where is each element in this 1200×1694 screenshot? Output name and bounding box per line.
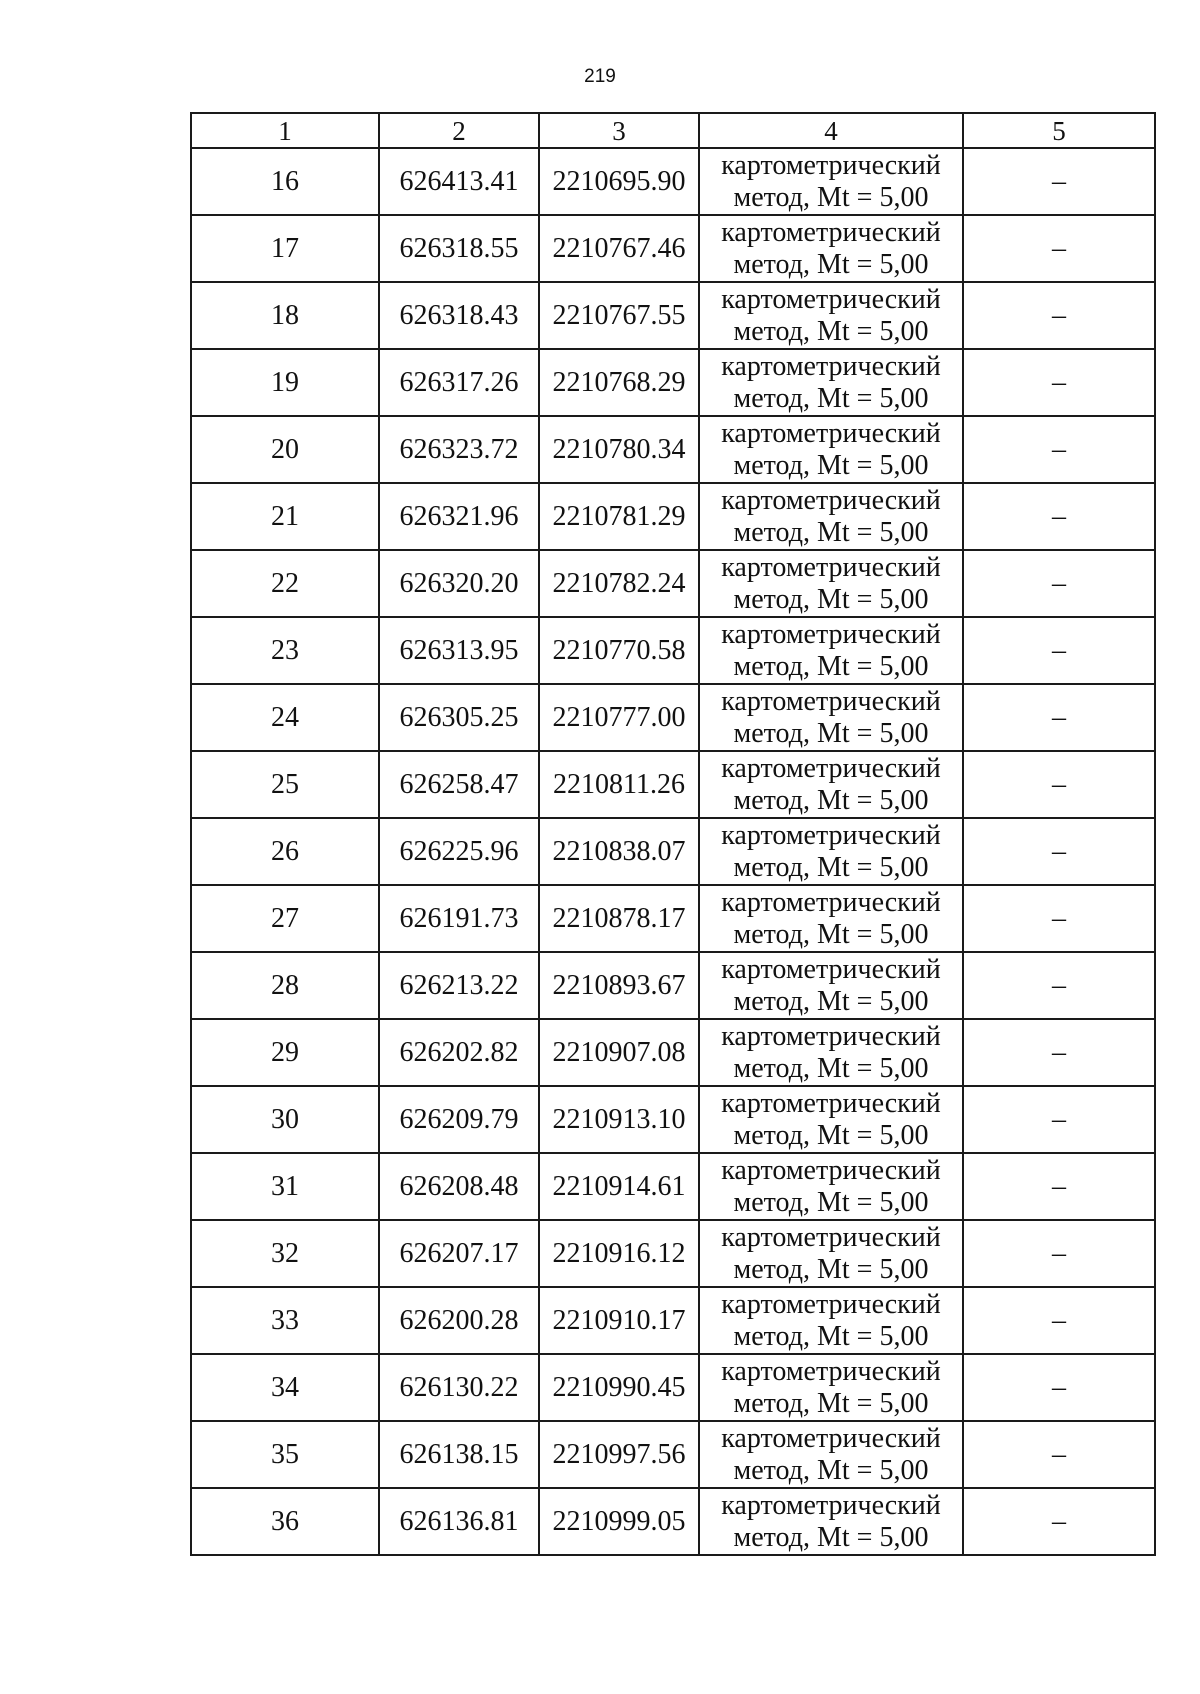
- table-row: [191, 148, 1155, 215]
- y-coordinate-cell: 2210782.24: [539, 550, 699, 617]
- y-coordinate-cell: 2210914.61: [539, 1153, 699, 1220]
- y-coordinate-cell: 2210780.34: [539, 416, 699, 483]
- x-coordinate-cell: 626318.43: [379, 282, 539, 349]
- point-number-cell: 35: [191, 1421, 379, 1488]
- x-coordinate-cell: 626209.79: [379, 1086, 539, 1153]
- method-cell: [699, 1153, 963, 1220]
- method-line-2: метод, Mt = 5,00: [733, 181, 929, 213]
- method-line-1: картометрический: [721, 953, 941, 985]
- method-line-1: картометрический: [721, 216, 941, 248]
- method-cell: [699, 282, 963, 349]
- x-coordinate-cell: 626130.22: [379, 1354, 539, 1421]
- y-coordinate-cell: 2210893.67: [539, 952, 699, 1019]
- table-row: [191, 282, 1155, 349]
- note-cell: –: [963, 1153, 1155, 1220]
- x-coordinate-cell: 626317.26: [379, 349, 539, 416]
- y-coordinate-cell: 2210767.55: [539, 282, 699, 349]
- method-line-1: картометрический: [721, 1288, 941, 1320]
- method-cell: [699, 952, 963, 1019]
- method-cell: [699, 550, 963, 617]
- table-row: [191, 885, 1155, 952]
- method-line-1: картометрический: [721, 350, 941, 382]
- x-coordinate-cell: 626323.72: [379, 416, 539, 483]
- x-coordinate-cell: 626200.28: [379, 1287, 539, 1354]
- method-line-1: картометрический: [721, 618, 941, 650]
- note-cell: –: [963, 885, 1155, 952]
- method-cell: [699, 1421, 963, 1488]
- x-coordinate-cell: 626313.95: [379, 617, 539, 684]
- note-cell: –: [963, 1220, 1155, 1287]
- table-row: [191, 617, 1155, 684]
- x-coordinate-cell: 626305.25: [379, 684, 539, 751]
- table-row: [191, 1488, 1155, 1555]
- note-cell: –: [963, 1019, 1155, 1086]
- method-cell: [699, 1488, 963, 1555]
- method-cell: [699, 148, 963, 215]
- method-line-2: метод, Mt = 5,00: [733, 449, 929, 481]
- table-header-row: [191, 113, 1155, 148]
- x-coordinate-cell: 626413.41: [379, 148, 539, 215]
- x-coordinate-cell: 626258.47: [379, 751, 539, 818]
- method-line-2: метод, Mt = 5,00: [733, 1119, 929, 1151]
- point-number-cell: 22: [191, 550, 379, 617]
- point-number-cell: 29: [191, 1019, 379, 1086]
- method-line-1: картометрический: [721, 484, 941, 516]
- y-coordinate-cell: 2210997.56: [539, 1421, 699, 1488]
- method-line-2: метод, Mt = 5,00: [733, 918, 929, 950]
- point-number-cell: 26: [191, 818, 379, 885]
- table-row: [191, 952, 1155, 1019]
- table-row: [191, 416, 1155, 483]
- x-coordinate-cell: 626225.96: [379, 818, 539, 885]
- method-line-2: метод, Mt = 5,00: [733, 1521, 929, 1553]
- point-number-cell: 23: [191, 617, 379, 684]
- y-coordinate-cell: 2210999.05: [539, 1488, 699, 1555]
- method-line-2: метод, Mt = 5,00: [733, 1454, 929, 1486]
- method-line-2: метод, Mt = 5,00: [733, 1052, 929, 1084]
- y-coordinate-cell: 2210768.29: [539, 349, 699, 416]
- method-cell: [699, 349, 963, 416]
- y-coordinate-cell: 2210916.12: [539, 1220, 699, 1287]
- method-line-1: картометрический: [721, 1087, 941, 1119]
- point-number-cell: 18: [191, 282, 379, 349]
- table-row: [191, 1354, 1155, 1421]
- note-cell: –: [963, 751, 1155, 818]
- note-cell: –: [963, 1354, 1155, 1421]
- table-row: [191, 349, 1155, 416]
- method-cell: [699, 818, 963, 885]
- column-header: 4: [699, 113, 963, 148]
- x-coordinate-cell: 626318.55: [379, 215, 539, 282]
- note-cell: –: [963, 1488, 1155, 1555]
- table-row: [191, 215, 1155, 282]
- point-number-cell: 20: [191, 416, 379, 483]
- note-cell: –: [963, 1421, 1155, 1488]
- method-line-2: метод, Mt = 5,00: [733, 784, 929, 816]
- note-cell: –: [963, 818, 1155, 885]
- note-cell: –: [963, 416, 1155, 483]
- note-cell: –: [963, 148, 1155, 215]
- x-coordinate-cell: 626202.82: [379, 1019, 539, 1086]
- method-line-1: картометрический: [721, 551, 941, 583]
- y-coordinate-cell: 2210838.07: [539, 818, 699, 885]
- method-cell: [699, 483, 963, 550]
- method-line-1: картометрический: [721, 149, 941, 181]
- method-line-1: картометрический: [721, 1489, 941, 1521]
- x-coordinate-cell: 626138.15: [379, 1421, 539, 1488]
- point-number-cell: 32: [191, 1220, 379, 1287]
- column-header: 5: [963, 113, 1155, 148]
- table-row: [191, 751, 1155, 818]
- y-coordinate-cell: 2210781.29: [539, 483, 699, 550]
- method-cell: [699, 416, 963, 483]
- point-number-cell: 30: [191, 1086, 379, 1153]
- method-line-1: картометрический: [721, 819, 941, 851]
- method-cell: [699, 215, 963, 282]
- note-cell: –: [963, 215, 1155, 282]
- method-line-1: картометрический: [721, 1221, 941, 1253]
- method-line-2: метод, Mt = 5,00: [733, 382, 929, 414]
- method-cell: [699, 1086, 963, 1153]
- y-coordinate-cell: 2210913.10: [539, 1086, 699, 1153]
- method-line-1: картометрический: [721, 283, 941, 315]
- column-header: 2: [379, 113, 539, 148]
- table-row: [191, 1019, 1155, 1086]
- note-cell: –: [963, 1086, 1155, 1153]
- method-line-2: метод, Mt = 5,00: [733, 248, 929, 280]
- method-line-1: картометрический: [721, 1355, 941, 1387]
- coordinates-table: [190, 112, 1156, 1556]
- table-row: [191, 818, 1155, 885]
- y-coordinate-cell: 2210878.17: [539, 885, 699, 952]
- table-row: [191, 1086, 1155, 1153]
- method-line-2: метод, Mt = 5,00: [733, 1186, 929, 1218]
- method-line-1: картометрический: [721, 1020, 941, 1052]
- method-line-2: метод, Mt = 5,00: [733, 717, 929, 749]
- y-coordinate-cell: 2210695.90: [539, 148, 699, 215]
- method-cell: [699, 1287, 963, 1354]
- method-line-2: метод, Mt = 5,00: [733, 1320, 929, 1352]
- x-coordinate-cell: 626191.73: [379, 885, 539, 952]
- point-number-cell: 21: [191, 483, 379, 550]
- table-row: [191, 1287, 1155, 1354]
- method-line-1: картометрический: [721, 685, 941, 717]
- method-line-2: метод, Mt = 5,00: [733, 1253, 929, 1285]
- y-coordinate-cell: 2210777.00: [539, 684, 699, 751]
- method-line-2: метод, Mt = 5,00: [733, 1387, 929, 1419]
- table-row: [191, 550, 1155, 617]
- point-number-cell: 17: [191, 215, 379, 282]
- method-cell: [699, 617, 963, 684]
- method-cell: [699, 751, 963, 818]
- note-cell: –: [963, 349, 1155, 416]
- method-line-2: метод, Mt = 5,00: [733, 851, 929, 883]
- note-cell: –: [963, 483, 1155, 550]
- point-number-cell: 27: [191, 885, 379, 952]
- y-coordinate-cell: 2210907.08: [539, 1019, 699, 1086]
- y-coordinate-cell: 2210811.26: [539, 751, 699, 818]
- x-coordinate-cell: 626136.81: [379, 1488, 539, 1555]
- x-coordinate-cell: 626320.20: [379, 550, 539, 617]
- page-number: 219: [584, 66, 616, 87]
- y-coordinate-cell: 2210910.17: [539, 1287, 699, 1354]
- method-line-1: картометрический: [721, 1154, 941, 1186]
- point-number-cell: 33: [191, 1287, 379, 1354]
- point-number-cell: 25: [191, 751, 379, 818]
- table-row: [191, 1220, 1155, 1287]
- note-cell: –: [963, 952, 1155, 1019]
- method-line-1: картометрический: [721, 1422, 941, 1454]
- table-row: [191, 684, 1155, 751]
- x-coordinate-cell: 626213.22: [379, 952, 539, 1019]
- point-number-cell: 19: [191, 349, 379, 416]
- method-cell: [699, 885, 963, 952]
- note-cell: –: [963, 282, 1155, 349]
- method-cell: [699, 1220, 963, 1287]
- method-cell: [699, 1019, 963, 1086]
- table-row: [191, 1153, 1155, 1220]
- y-coordinate-cell: 2210767.46: [539, 215, 699, 282]
- point-number-cell: 28: [191, 952, 379, 1019]
- table-row: [191, 483, 1155, 550]
- method-line-1: картометрический: [721, 886, 941, 918]
- method-line-2: метод, Mt = 5,00: [733, 315, 929, 347]
- point-number-cell: 16: [191, 148, 379, 215]
- method-line-1: картометрический: [721, 752, 941, 784]
- method-cell: [699, 1354, 963, 1421]
- y-coordinate-cell: 2210990.45: [539, 1354, 699, 1421]
- y-coordinate-cell: 2210770.58: [539, 617, 699, 684]
- x-coordinate-cell: 626208.48: [379, 1153, 539, 1220]
- point-number-cell: 36: [191, 1488, 379, 1555]
- point-number-cell: 31: [191, 1153, 379, 1220]
- method-line-2: метод, Mt = 5,00: [733, 650, 929, 682]
- point-number-cell: 34: [191, 1354, 379, 1421]
- note-cell: –: [963, 684, 1155, 751]
- note-cell: –: [963, 617, 1155, 684]
- x-coordinate-cell: 626207.17: [379, 1220, 539, 1287]
- note-cell: –: [963, 1287, 1155, 1354]
- method-cell: [699, 684, 963, 751]
- method-line-2: метод, Mt = 5,00: [733, 583, 929, 615]
- method-line-2: метод, Mt = 5,00: [733, 985, 929, 1017]
- column-header: 1: [191, 113, 379, 148]
- x-coordinate-cell: 626321.96: [379, 483, 539, 550]
- method-line-1: картометрический: [721, 417, 941, 449]
- column-header: 3: [539, 113, 699, 148]
- table-body: [191, 113, 1155, 1555]
- note-cell: –: [963, 550, 1155, 617]
- point-number-cell: 24: [191, 684, 379, 751]
- method-line-2: метод, Mt = 5,00: [733, 516, 929, 548]
- table-row: [191, 1421, 1155, 1488]
